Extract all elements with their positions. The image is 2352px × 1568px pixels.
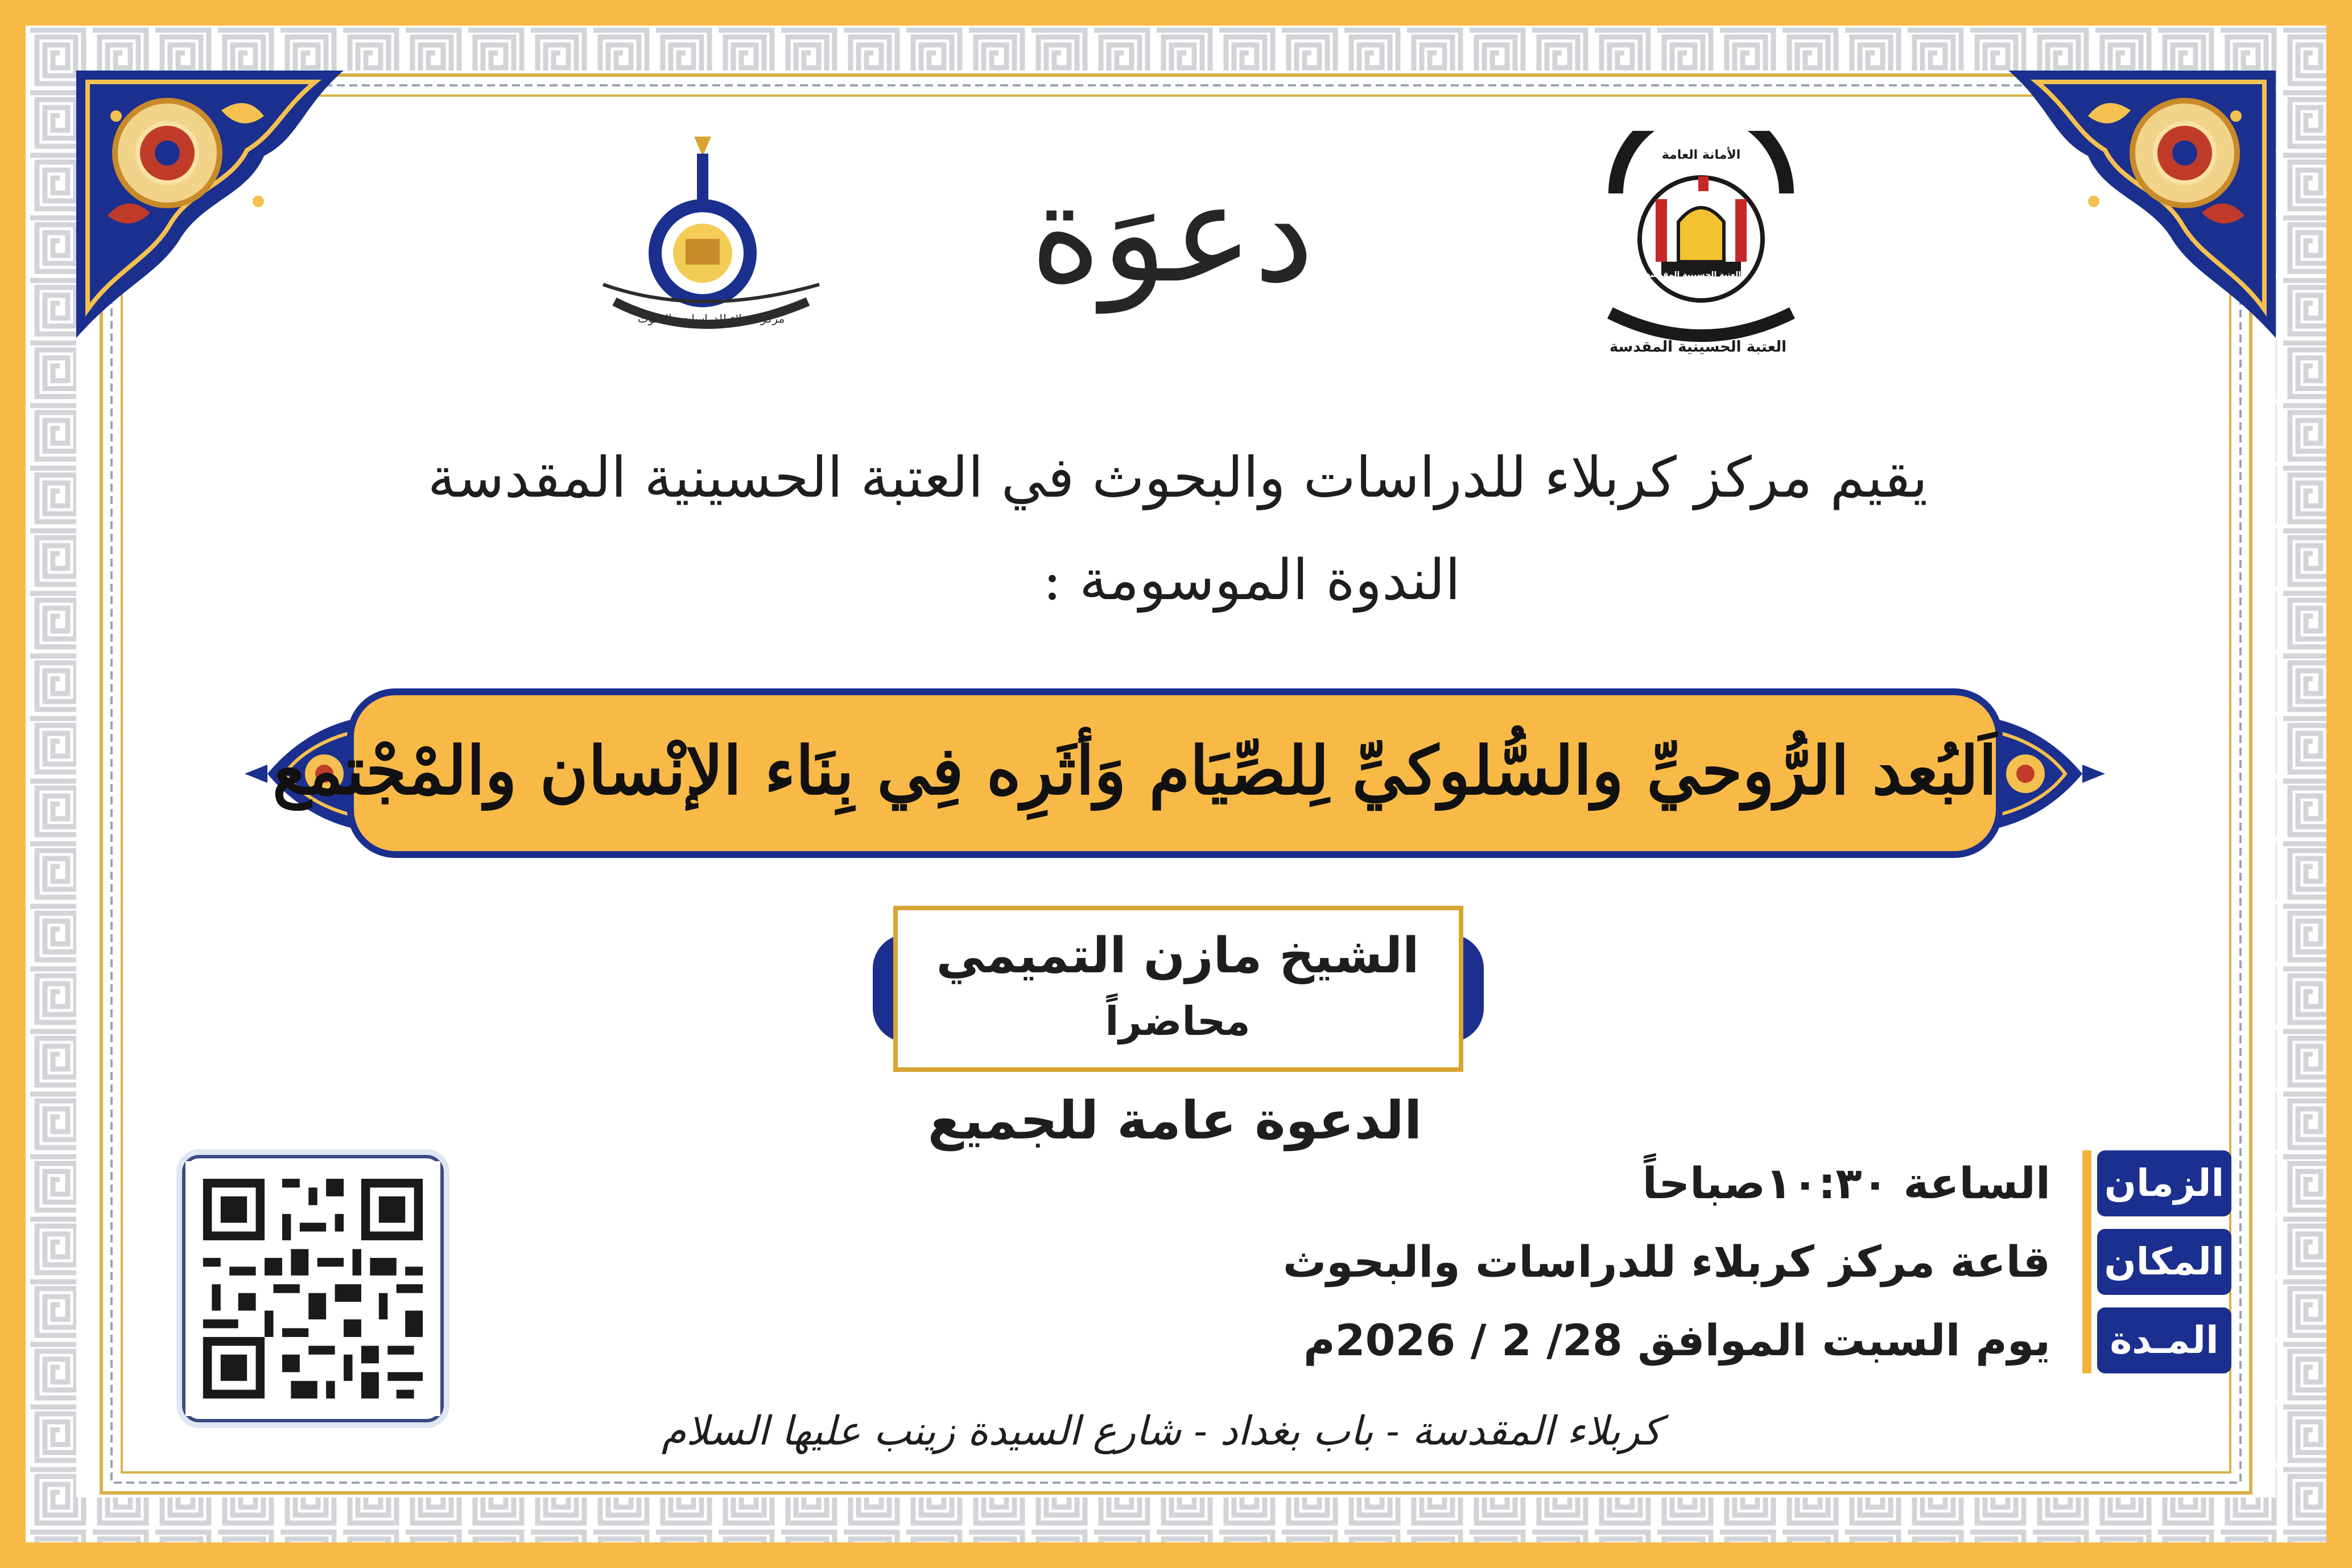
- karbala-center-logo: [580, 131, 842, 353]
- public-invitation-note: الدعوة عامة للجميع: [927, 1090, 1422, 1151]
- address-line: كربلاء المقدسة - باب بغداد - شارع السيدة زينب عليها السلام: [661, 1408, 1661, 1454]
- speaker-role: محاضراً: [1105, 998, 1251, 1045]
- date-label: المـدة: [2097, 1307, 2231, 1373]
- place-label: المكان: [2097, 1229, 2231, 1295]
- time-value: الساعة ١٠:٣٠صباحاً: [1642, 1158, 2050, 1208]
- details-divider: [2082, 1150, 2091, 1373]
- place-value: قاعة مركز كربلاء للدراسات والبحوث: [1282, 1236, 2050, 1287]
- qr-code-icon[interactable]: [182, 1155, 444, 1422]
- subtitle-line: الندوة الموسومة :: [1042, 548, 1461, 613]
- date-value: يوم السبت الموافق 28/ 2 / 2026م: [1303, 1315, 2050, 1365]
- title-right-finial-icon: [1986, 705, 2105, 842]
- right-logo-top-text: الأمانة العامة: [1661, 148, 1741, 162]
- qr-code-matrix: [185, 1158, 440, 1419]
- intro-line: يقيم مركز كربلاء للدراسات والبحوث في العتبة الحسينية المقدسة: [427, 445, 1928, 510]
- right-logo-center-text: العتبة الحسينية المقدسة: [1645, 270, 1741, 279]
- left-logo-text: مركز كربلاء للدراسات والبحوث: [637, 312, 785, 325]
- top-right-arabesque-corner-icon: [2008, 71, 2276, 338]
- lecture-title: اَلبُعد الرُّوحيِّ والسُّلوكيِّ لِلصِّيَام وَأثَرِه فِي بِنَاء الإنْسان والمْجْتمع: [273, 732, 1997, 810]
- time-label: الزمان: [2097, 1150, 2231, 1216]
- speaker-name: الشيخ مازن التميمي: [936, 927, 1420, 984]
- holy-shrine-logo: [1593, 131, 1809, 370]
- top-left-arabesque-corner-icon: [76, 71, 344, 338]
- invitation-title: دعوَة: [1030, 154, 1314, 313]
- right-logo-bottom-text: العتبة الحسينية المقدسة: [1609, 339, 1786, 356]
